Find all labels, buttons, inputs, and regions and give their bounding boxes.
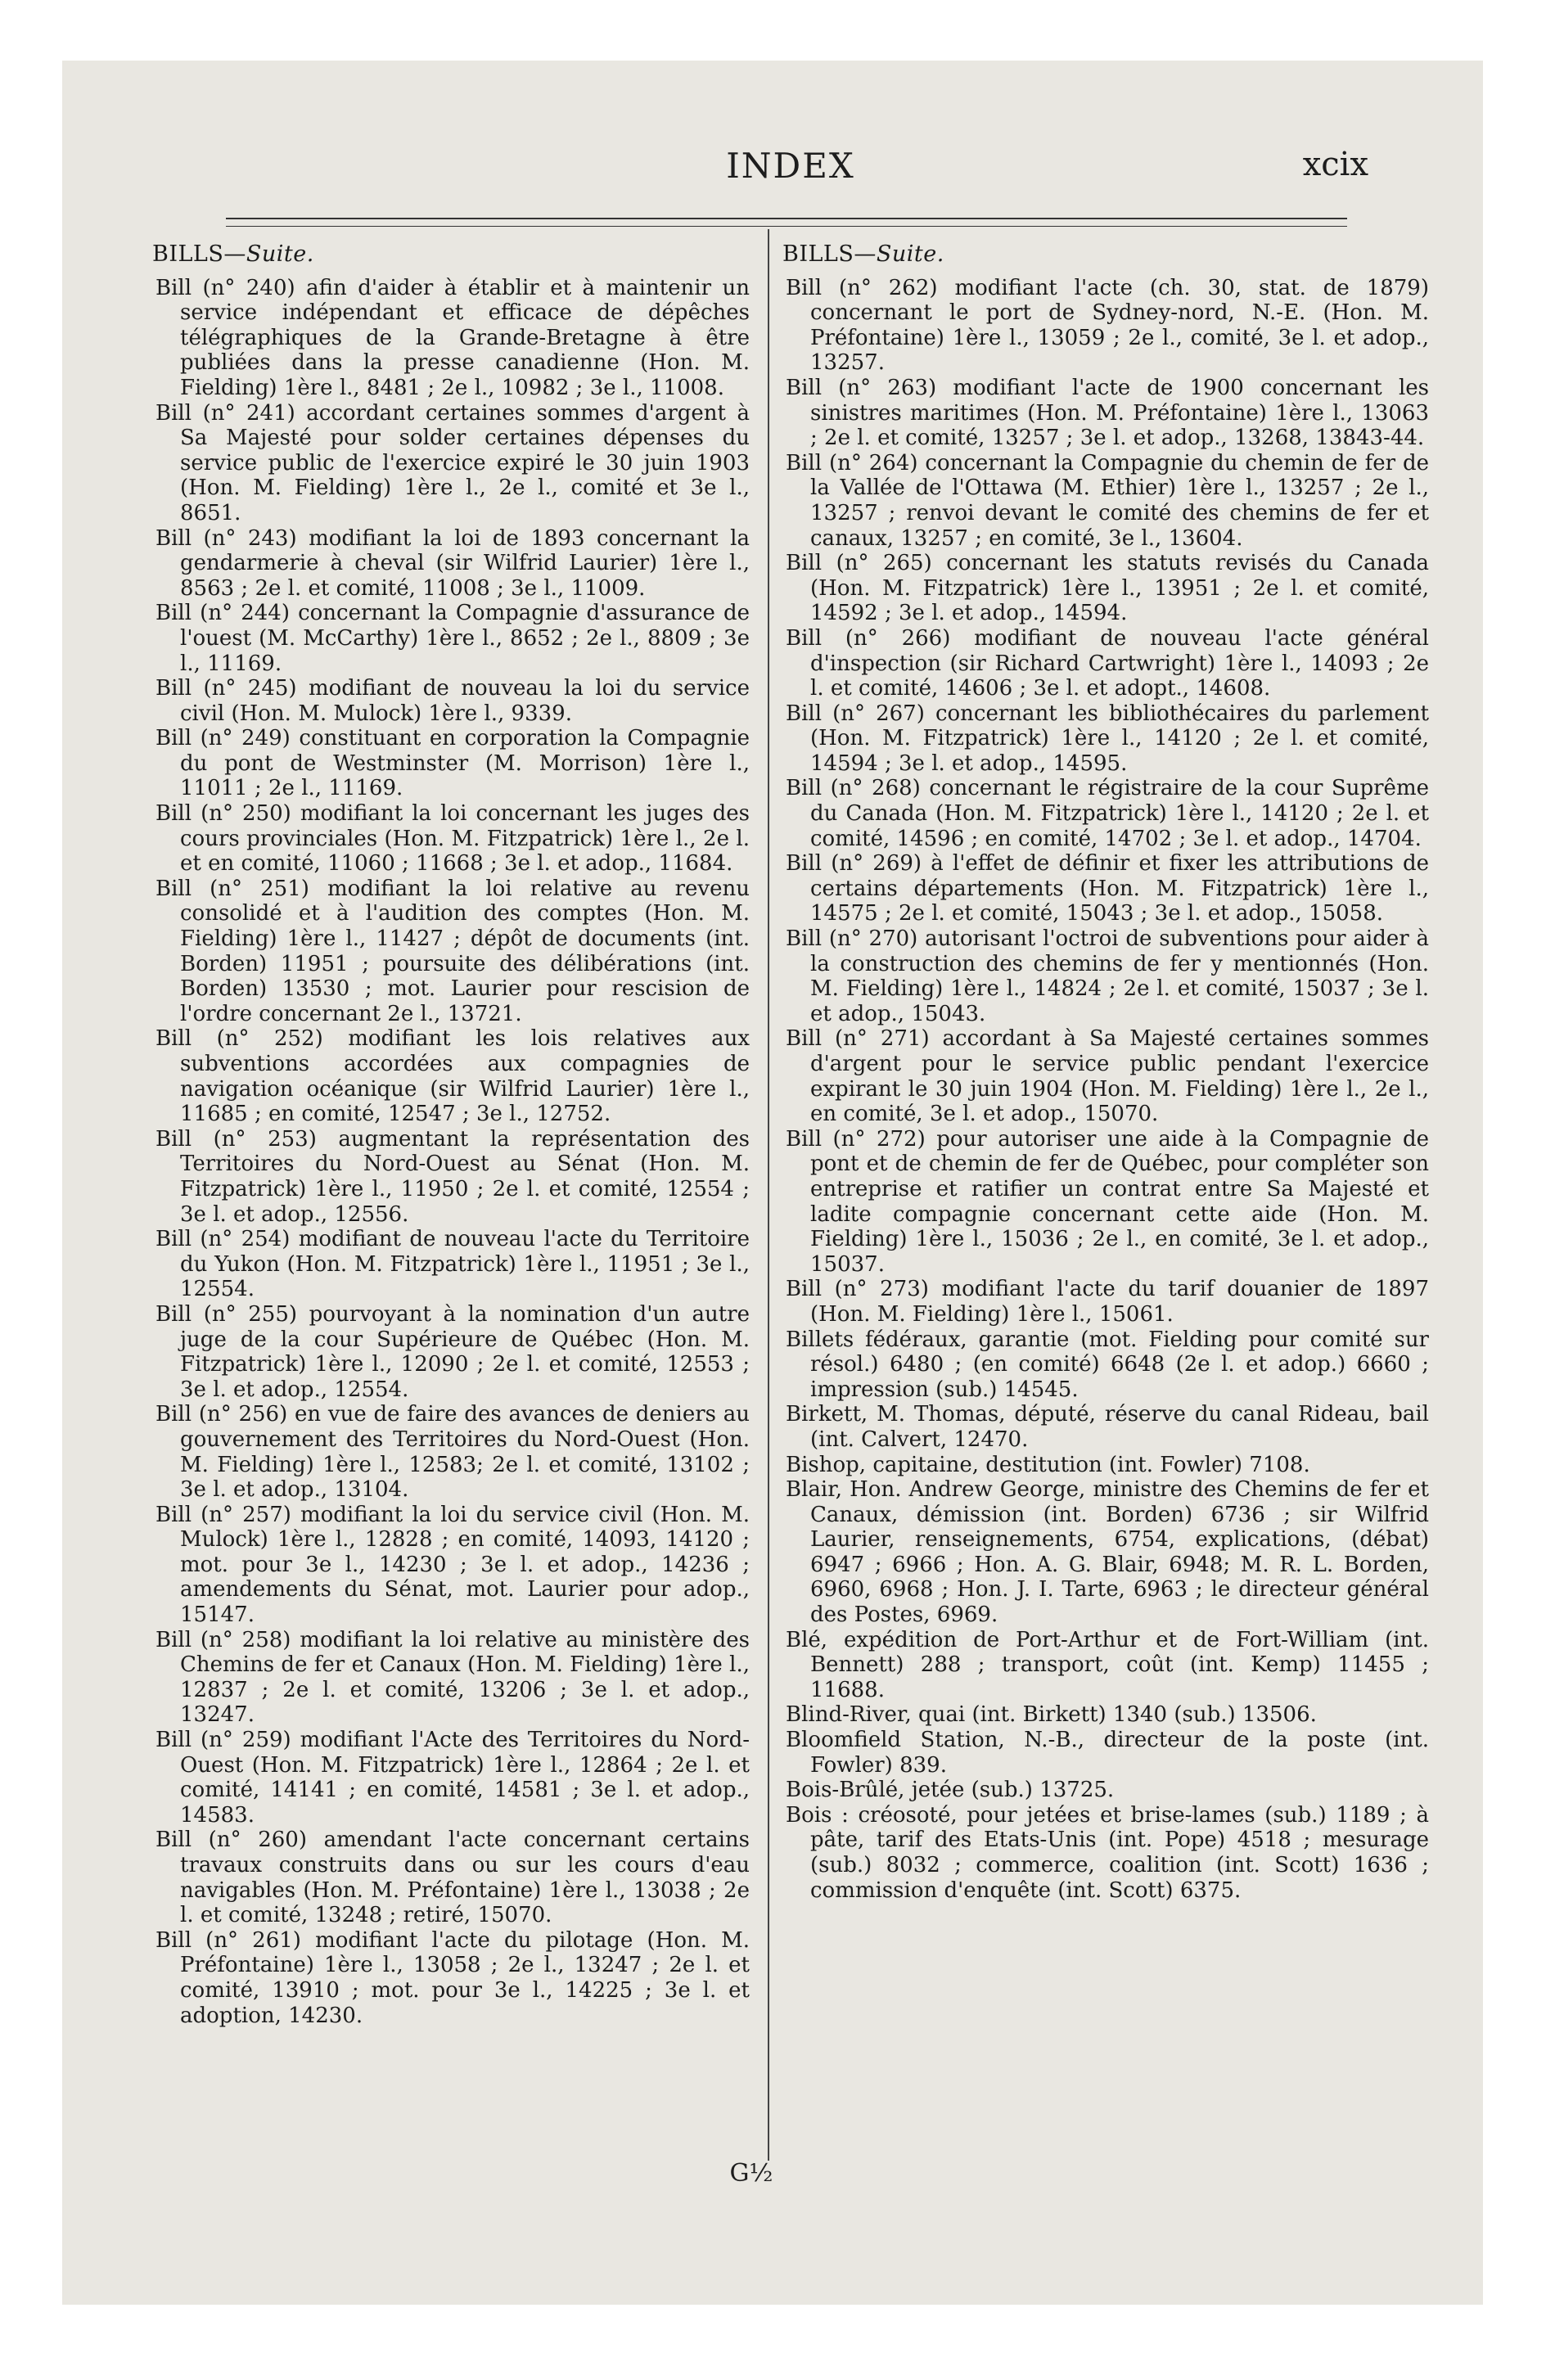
heading-main: BILLS— — [152, 241, 246, 267]
index-entry: Bill (n° 253) augmentant la représentation des Territoires du Nord-Ouest au Sénat (Hon. M. Fitzpatrick) 1ère l., 11950 ; 2e l. et comité, 12554 ; 3e l. et adop., 12556. — [156, 1126, 750, 1227]
index-entry: Bill (n° 245) modifiant de nouveau la loi du service civil (Hon. M. Mulock) 1ère l., 9339. — [156, 676, 750, 726]
index-entry: Bill (n° 240) afin d'aider à établir et à maintenir un service indépendant et efficace de dépêches télégraphiques de la Grande-Bretagne à être publiées dans la presse canadienne (Hon. M. Fielding) 1ère l., 8481 ; 2e l., 10982 ; 3e l., 11008. — [156, 275, 750, 400]
index-entry: Bloomfield Station, N.-B., directeur de la poste (int. Fowler) 839. — [786, 1728, 1429, 1778]
index-entry: Bill (n° 270) autorisant l'octroi de subventions pour aider à la construction des chemins de fer y mentionnés (Hon. M. Fielding) 1ère l., 14824 ; 2e l. et comité, 15037 ; 3e l. et adop., 15043. — [786, 926, 1429, 1026]
index-entry: Bill (n° 250) modifiant la loi concernant les juges des cours provinciales (Hon. M. Fitzpatrick) 1ère l., 2e l. et en comité, 11060 ; 11668 ; 3e l. et adop., 11684. — [156, 801, 750, 877]
left-column-heading — [152, 242, 750, 268]
index-entry: Bill (n° 262) modifiant l'acte (ch. 30, stat. de 1879) concernant le port de Sydney-nord, N.-E. (Hon. M. Préfontaine) 1ère l., 13059 ; 2e l., comité, 3e l. et adop., 13257. — [786, 275, 1429, 376]
header-rule — [226, 218, 1347, 219]
index-entry: Bill (n° 272) pour autoriser une aide à la Compagnie de pont et de chemin de fer de Québec, pour compléter son entreprise et ratifier un contrat entre Sa Majesté et ladite compagnie concernant cette aide (Hon. M. Fielding) 1ère l., 15036 ; 2e l., en comité, 3e l. et adop., 15037. — [786, 1126, 1429, 1277]
index-entry: Bill (n° 273) modifiant l'acte du tarif douanier de 1897 (Hon. M. Fielding) 1ère l., 15061. — [786, 1277, 1429, 1327]
index-entry: Bill (n° 271) accordant à Sa Majesté certaines sommes d'argent pour le service public pendant l'exercice expirant le 30 juin 1904 (Hon. M. Fielding) 1ère l., 2e l., en comité, 3e l. et adop., 15070. — [786, 1026, 1429, 1127]
index-entry: Bois-Brûlé, jetée (sub.) 13725. — [786, 1778, 1115, 1803]
index-entry: Bishop, capitaine, destitution (int. Fowler) 7108. — [786, 1452, 1310, 1477]
index-entry: Bill (n° 265) concernant les statuts revisés du Canada (Hon. M. Fitzpatrick) 1ère l., 13951 ; 2e l. et comité, 14592 ; 3e l. et adop., 14594. — [786, 551, 1429, 626]
running-title: INDEX — [726, 146, 855, 186]
heading-suite: Suite. — [246, 241, 314, 267]
right-column — [774, 242, 1429, 1903]
index-entry: Bill (n° 243) modifiant la loi de 1893 concernant la gendarmerie à cheval (sir Wilfrid Laurier) 1ère l., 8563 ; 2e l. et comité, 11008 ; 3e l., 11009. — [156, 525, 750, 601]
left-column — [144, 242, 750, 2028]
index-entry: Bill (n° 257) modifiant la loi du service civil (Hon. M. Mulock) 1ère l., 12828 ; en comité, 14093, 14120 ; mot. pour 3e l., 14230 ; 3e l. et adop., 14236 ; amendements du Sénat, mot. Laurier pour adop., 15147. — [156, 1502, 750, 1628]
index-entry: Bill (n° 259) modifiant l'Acte des Territoires du Nord-Ouest (Hon. M. Fitzpatrick) 1ère l., 12864 ; 2e l. et comité, 14141 ; en comité, 14581 ; 3e l. et adop., 14583. — [156, 1728, 750, 1828]
index-entry: Bill (n° 252) modifiant les lois relatives aux subventions accordées aux compagnies de navigation océanique (sir Wilfrid Laurier) 1ère l., 11685 ; en comité, 12547 ; 3e l., 12752. — [156, 1026, 750, 1127]
index-entry: Bill (n° 261) modifiant l'acte du pilotage (Hon. M. Préfontaine) 1ère l., 13058 ; 2e l., 13247 ; 2e l. et comité, 13910 ; mot. pour 3e l., 14225 ; 3e l. et adoption, 14230. — [156, 1927, 750, 2028]
right-column-heading — [782, 242, 1429, 268]
heading-suite: Suite. — [876, 241, 944, 267]
page-number: xcix — [1302, 146, 1368, 183]
index-entry: Bill (n° 241) accordant certaines sommes d'argent à Sa Majesté pour solder certaines dépenses du service public de l'exercice expiré le 30 juin 1903 (Hon. M. Fielding) 1ère l., 2e l., comité et 3e l., 8651. — [156, 400, 750, 525]
index-entry: Bill (n° 260) amendant l'acte concernant certains travaux construits dans ou sur les cours d'eau navigables (Hon. M. Préfontaine) 1ère l., 13038 ; 2e l. et comité, 13248 ; retiré, 15070. — [156, 1828, 750, 1928]
index-entry: Bill (n° 256) en vue de faire des avances de deniers au gouvernement des Territoires du Nord-Ouest (Hon. M. Fielding) 1ère l., 12583; 2e l. et comité, 13102 ; 3e l. et adop., 13104. — [156, 1402, 750, 1503]
index-entry: Birkett, M. Thomas, député, réserve du canal Rideau, bail (int. Calvert, 12470. — [786, 1402, 1429, 1452]
index-entry: Blé, expédition de Port-Arthur et de Fort-William (int. Bennett) 288 ; transport, coût (int. Kemp) 11455 ; 11688. — [786, 1627, 1429, 1702]
signature-mark: G½ — [729, 2159, 773, 2188]
index-entry: Bill (n° 263) modifiant l'acte de 1900 concernant les sinistres maritimes (Hon. M. Préfontaine) 1ère l., 13063 ; 2e l. et comité, 13257 ; 3e l. et adop., 13268, 13843-44. — [786, 375, 1429, 451]
page-header — [62, 146, 1483, 195]
header-rule-thin — [226, 226, 1347, 227]
index-entry: Billets fédéraux, garantie (mot. Fielding pour comité sur résol.) 6480 ; (en comité) 6648 (2e l. et adop.) 6660 ; impression (sub.) 14545. — [786, 1327, 1429, 1402]
page-sheet — [62, 61, 1483, 2305]
index-entry: Bill (n° 266) modifiant de nouveau l'acte général d'inspection (sir Richard Cartwright) 1ère l., 14093 ; 2e l. et comité, 14606 ; 3e l. et adopt., 14608. — [786, 625, 1429, 701]
index-entry: Bill (n° 264) concernant la Compagnie du chemin de fer de la Vallée de l'Ottawa (M. Ethier) 1ère l., 13257 ; 2e l., 13257 ; renvoi devant le comité des chemins de fer et canaux, 13257 ; en comité, 3e l., 13604. — [786, 450, 1429, 551]
index-entry: Bill (n° 255) pourvoyant à la nomination d'un autre juge de la cour Supérieure de Québec (Hon. M. Fitzpatrick) 1ère l., 12090 ; 2e l. et comité, 12553 ; 3e l. et adop., 12554. — [156, 1301, 750, 1402]
index-entry: Bill (n° 244) concernant la Compagnie d'assurance de l'ouest (M. McCarthy) 1ère l., 8652 ; 2e l., 8809 ; 3e l., 11169. — [156, 601, 750, 676]
heading-main: BILLS— — [782, 241, 877, 267]
index-entry: Bois : créosoté, pour jetées et brise-lames (sub.) 1189 ; à pâte, tarif des Etats-Unis (int. Pope) 4518 ; mesurage (sub.) 8032 ; commerce, coalition (int. Scott) 1636 ; commission d'enquête (int. Scott) 6375. — [786, 1802, 1429, 1903]
index-entry: Bill (n° 254) modifiant de nouveau l'acte du Territoire du Yukon (Hon. M. Fitzpatrick) 1ère l., 11951 ; 3e l., 12554. — [156, 1227, 750, 1302]
index-entry: Bill (n° 249) constituant en corporation la Compagnie du pont de Westminster (M. Morrison) 1ère l., 11011 ; 2e l., 11169. — [156, 726, 750, 801]
index-entry: Bill (n° 251) modifiant la loi relative au revenu consolidé et à l'audition des comptes (Hon. M. Fielding) 1ère l., 11427 ; dépôt de documents (int. Borden) 11951 ; poursuite des délibérations (int. Borden) 13530 ; mot. Laurier pour rescision de l'ordre concernant 2e l., 13721. — [156, 876, 750, 1026]
column-divider — [768, 229, 769, 2161]
index-entry: Bill (n° 268) concernant le régistraire de la cour Suprême du Canada (Hon. M. Fitzpatrick) 1ère l., 14120 ; 2e l. et comité, 14596 ; en comité, 14702 ; 3e l. et adop., 14704. — [786, 776, 1429, 851]
index-entry: Bill (n° 269) à l'effet de définir et fixer les attributions de certains départements (Hon. M. Fitzpatrick) 1ère l., 14575 ; 2e l. et comité, 15043 ; 3e l. et adop., 15058. — [786, 851, 1429, 926]
index-entry: Bill (n° 267) concernant les bibliothécaires du parlement (Hon. M. Fitzpatrick) 1ère l., 14120 ; 2e l. et comité, 14594 ; 3e l. et adop., 14595. — [786, 701, 1429, 776]
index-entry: Blind-River, quai (int. Birkett) 1340 (sub.) 13506. — [786, 1702, 1317, 1728]
index-entry: Blair, Hon. Andrew George, ministre des Chemins de fer et Canaux, démission (int. Borden) 6736 ; sir Wilfrid Laurier, renseignements, 6754, explications, (débat) 6947 ; 6966 ; Hon. A. G. Blair, 6948; M. R. L. Borden, 6960, 6968 ; Hon. J. I. Tarte, 6963 ; le directeur général des Postes, 6969. — [786, 1477, 1429, 1628]
index-entry: Bill (n° 258) modifiant la loi relative au ministère des Chemins de fer et Canaux (Hon. M. Fielding) 1ère l., 12837 ; 2e l. et comité, 13206 ; 3e l. et adop., 13247. — [156, 1627, 750, 1728]
